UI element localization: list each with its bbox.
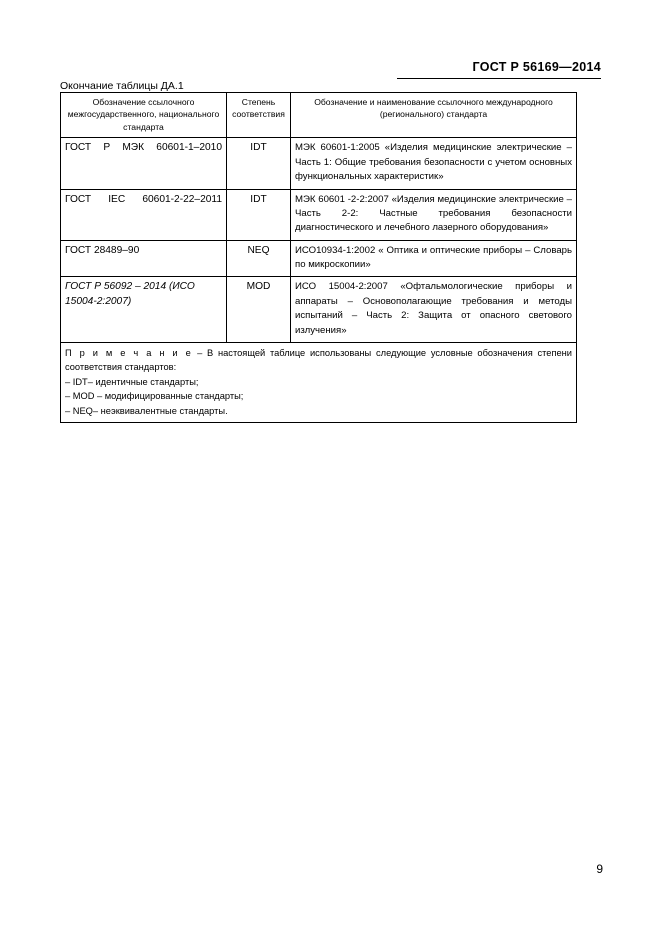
table-row — [61, 189, 577, 240]
note-line-1: – В настоящей таблице использованы следующие условные обозначения степени соответствия стандартов: — [65, 348, 572, 373]
note-line-4: – NEQ– неэквивалентные стандарты. — [65, 405, 228, 416]
table-note-row — [61, 343, 577, 423]
cell-intl: ИСО10934-1:2002 « Оптика и оптические приборы – Словарь по микроскопии» — [291, 240, 577, 277]
cell-degree: IDT — [227, 138, 291, 189]
reference-standards-table — [60, 92, 577, 423]
note-label: П р и м е ч а н и е — [65, 348, 193, 359]
column-header-degree: Степень соответствия — [227, 93, 291, 138]
column-header-ref: Обозначение ссылочного межгосударственного, национального стандарта — [61, 93, 227, 138]
note-line-3: – MOD – модифицированные стандарты; — [65, 391, 244, 402]
table-row — [61, 240, 577, 277]
cell-ref: ГОСТ IEC 60601-2-22–2011 — [61, 189, 227, 240]
cell-degree: IDT — [227, 189, 291, 240]
page-title: ГОСТ Р 56169—2014 — [472, 60, 601, 74]
header-rule — [397, 78, 601, 79]
table-caption: Окончание таблицы ДА.1 — [60, 80, 184, 92]
table-body — [61, 138, 577, 423]
cell-ref: ГОСТ 28489–90 — [61, 240, 227, 277]
page-number: 9 — [596, 862, 603, 876]
cell-intl: МЭК 60601-1:2005 «Изделия медицинские электрические – Часть 1: Общие требования безопасности с учетом основных функциональных характеристик» — [291, 138, 577, 189]
cell-intl: ИСО 15004-2:2007 «Офтальмологические приборы и аппараты – Основополагающие требования и методы испытаний – Часть 2: Защита от опасного светового излучения» — [291, 277, 577, 343]
table-header — [61, 93, 577, 138]
cell-degree: MOD — [227, 277, 291, 343]
cell-ref: ГОСТ Р МЭК 60601-1–2010 — [61, 138, 227, 189]
cell-degree: NEQ — [227, 240, 291, 277]
cell-ref: ГОСТ Р 56092 – 2014 (ИСО 15004-2:2007) — [61, 277, 227, 343]
table-row — [61, 277, 577, 343]
cell-intl: МЭК 60601 -2-2:2007 «Изделия медицинские электрические – Часть 2-2: Частные требования безопасности диагностического и лечебного лазерного оборудования» — [291, 189, 577, 240]
column-header-intl: Обозначение и наименование ссылочного международного (регионального) стандарта — [291, 93, 577, 138]
table-row — [61, 138, 577, 189]
table-note — [61, 343, 577, 423]
note-line-2: – IDT– идентичные стандарты; — [65, 376, 199, 387]
table-header-row — [61, 93, 577, 138]
